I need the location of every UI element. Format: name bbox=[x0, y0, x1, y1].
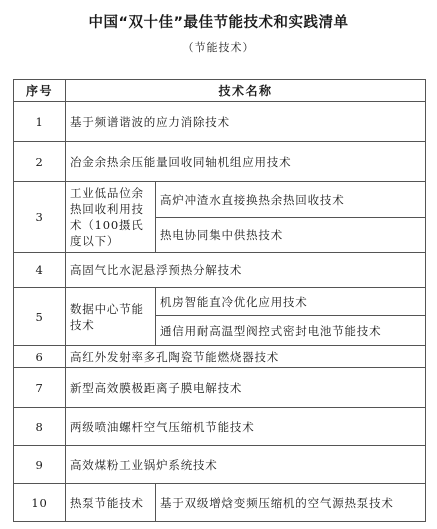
table-row bbox=[14, 288, 426, 316]
technology-group: 数据中心节能技术 bbox=[66, 288, 156, 346]
technology-name: 冶金余热余压能量回收同轴机组应用技术 bbox=[66, 142, 426, 182]
technology-name: 两级喷油螺杆空气压缩机节能技术 bbox=[66, 408, 426, 446]
row-number: 1 bbox=[14, 102, 66, 142]
technology-name: 高炉冲渣水直接换热余热回收技术 bbox=[156, 182, 426, 218]
document-subtitle: （节能技术） bbox=[182, 41, 255, 54]
technology-name: 基于双级增焓变频压缩机的空气源热泵技术 bbox=[156, 484, 426, 522]
technology-list-table bbox=[13, 79, 426, 522]
table-row bbox=[14, 346, 426, 368]
table-row bbox=[14, 484, 426, 522]
technology-name: 热电协同集中供热技术 bbox=[156, 218, 426, 253]
technology-name: 高固气比水泥悬浮预热分解技术 bbox=[66, 253, 426, 288]
table-row bbox=[14, 182, 426, 218]
technology-name: 高效煤粉工业锅炉系统技术 bbox=[66, 446, 426, 484]
row-number: 6 bbox=[14, 346, 66, 368]
header-name: 技术名称 bbox=[66, 80, 426, 102]
row-number: 3 bbox=[14, 182, 66, 253]
table-row bbox=[14, 446, 426, 484]
row-number: 9 bbox=[14, 446, 66, 484]
row-number: 8 bbox=[14, 408, 66, 446]
document-title: 中国“双十佳”最佳节能技术和实践清单 bbox=[88, 15, 349, 31]
technology-name: 机房智能直冷优化应用技术 bbox=[156, 288, 426, 316]
table-row bbox=[14, 368, 426, 408]
technology-name: 新型高效膜极距离子膜电解技术 bbox=[66, 368, 426, 408]
row-number: 5 bbox=[14, 288, 66, 346]
row-number: 10 bbox=[14, 484, 66, 522]
table-row bbox=[14, 253, 426, 288]
table-header-row bbox=[14, 80, 426, 102]
header-no: 序号 bbox=[14, 80, 66, 102]
technology-group: 热泵节能技术 bbox=[66, 484, 156, 522]
row-number: 2 bbox=[14, 142, 66, 182]
row-number: 7 bbox=[14, 368, 66, 408]
row-number: 4 bbox=[14, 253, 66, 288]
technology-name: 基于频谱谐波的应力消除技术 bbox=[66, 102, 426, 142]
table-row bbox=[14, 102, 426, 142]
technology-name: 高红外发射率多孔陶瓷节能燃烧器技术 bbox=[66, 346, 426, 368]
technology-name: 通信用耐高温型阀控式密封电池节能技术 bbox=[156, 316, 426, 346]
technology-group: 工业低品位余热回收利用技术（100摄氏度以下） bbox=[66, 182, 156, 253]
table-row bbox=[14, 142, 426, 182]
table-row bbox=[14, 408, 426, 446]
